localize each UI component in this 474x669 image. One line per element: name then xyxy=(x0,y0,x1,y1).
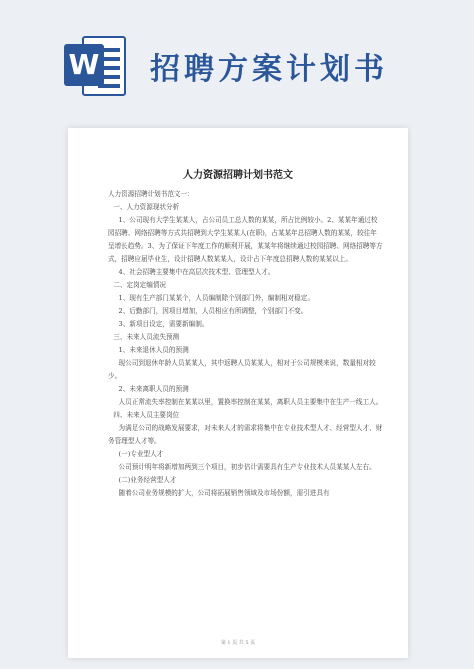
paragraph: 1、公司现有大学生某某人，占公司员工总人数的某某，所占比例较小。2、某某年通过校园招聘、网络招聘等方式共招聘到大学生某某人(在职)，占某某年总招聘人数的某某，较往年呈增长趋势。3、为了保证下年度工作的顺利开展，某某年将继续通过校园招聘、网络招聘等方式，招聘应届毕业生，设计招聘人数某某人，设计占下年度总招聘人数的某某以上。 xyxy=(108,216,383,263)
document-body xyxy=(108,188,383,500)
word-logo-letter: W xyxy=(64,44,104,86)
paragraph: 人员正常流失率控制在某某以里，置换率控制在某某，离职人员主要集中在生产一线工人。 xyxy=(118,398,383,406)
subheading: (二)业务经营型人才 xyxy=(118,476,177,484)
page-number: 第 1 页 共 5 页 xyxy=(220,640,256,646)
word-document-icon xyxy=(64,36,128,96)
subheading: (一)专业型人才 xyxy=(118,450,164,458)
paragraph: 3、新项目设定，需要新编制。 xyxy=(118,320,209,328)
paragraph: 公司预计明年将新增加两到三个项目，初步估计需要具有生产专业技术人员某某人左右。 xyxy=(118,463,376,471)
subheading: 1、未来退休人员的预测 xyxy=(118,346,189,354)
section-heading-3: 三、未来人员流失预测 xyxy=(113,333,180,341)
section-heading-4: 四、未来人员主要岗位 xyxy=(113,411,180,419)
paragraph-intro: 人力资源招聘计划书范文一： xyxy=(108,190,194,198)
paragraph: 为满足公司的战略发展要求，对未来人才的需求将集中在专业技术型人才、经营型人才、财务管理型人才等。 xyxy=(108,424,383,445)
paragraph: 1、现有生产部门某某个，人员编制除个别部门外，编制相对稳定。 xyxy=(118,294,314,302)
document-page xyxy=(68,128,408,658)
paragraph: 4、社会招聘主要集中在高层次技术型、管理型人才。 xyxy=(118,268,275,276)
paragraph: 随着公司业务规模的扩大，公司将拓展销售领域及市场份额，需引进具有 xyxy=(118,489,330,497)
paragraph: 2、后勤部门，因项目增加，人员相应有所调整，个别部门不变。 xyxy=(118,307,308,315)
document-title: 人力资源招聘计划书范文 xyxy=(183,170,293,181)
banner-title: 招聘方案计划书 xyxy=(150,52,388,87)
paragraph: 现公司到退休年龄人员某某人，其中返聘人员某某人，相对于公司规模来说，数量相对较少。 xyxy=(108,359,376,380)
section-heading-1: 一、人力资源现状分析 xyxy=(113,203,180,211)
subheading: 2、未来离职人员的预测 xyxy=(118,385,189,393)
banner xyxy=(0,0,474,118)
section-heading-2: 二、定岗定编情况 xyxy=(113,281,167,289)
